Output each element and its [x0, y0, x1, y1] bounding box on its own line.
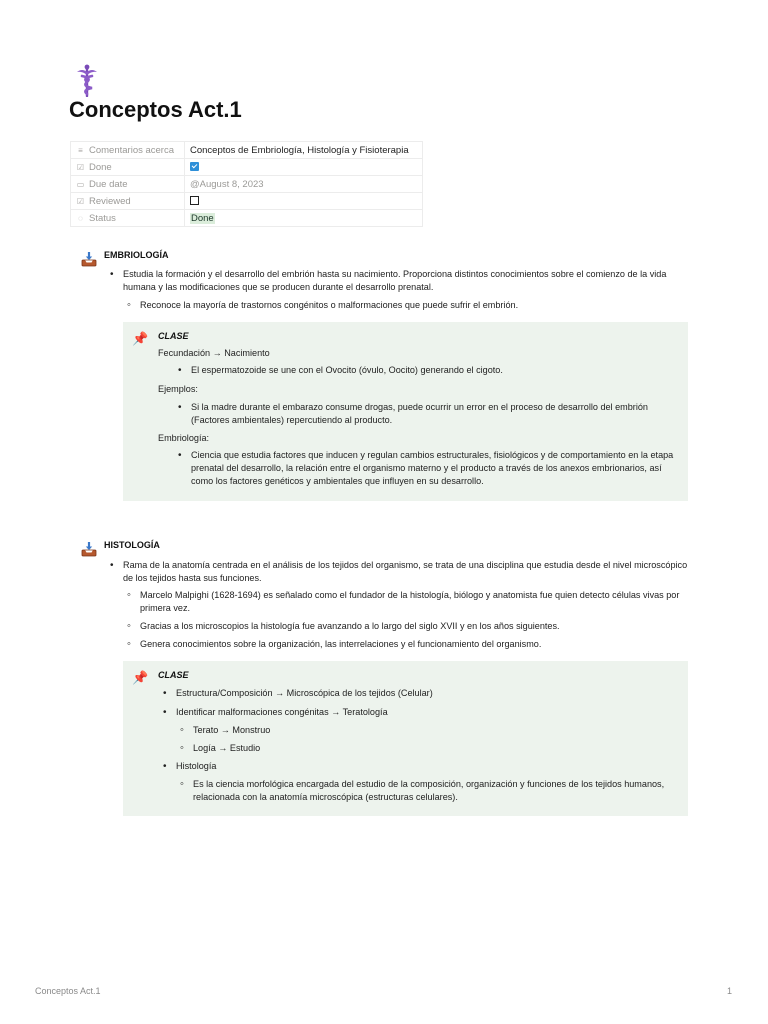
property-row-done[interactable]	[71, 159, 423, 176]
calendar-icon: ▭	[76, 179, 85, 189]
pushpin-icon: 📌	[132, 670, 149, 685]
property-name: Comentarios acerca	[89, 144, 175, 156]
list-item: • Histología	[176, 760, 676, 773]
property-name: Done	[89, 161, 112, 173]
property-name: Status	[89, 212, 116, 224]
callout-title: CLASE	[158, 331, 189, 341]
property-row-comentarios[interactable]	[71, 142, 423, 159]
pushpin-icon: 📌	[132, 331, 149, 346]
list-item: ◦ Gracias a los microscopios la histología fue avanzando a lo largo del siglo XVII y en los años siguientes.	[140, 620, 688, 633]
page-title: Conceptos Act.1	[69, 97, 242, 122]
list-item: ◦ Marcelo Malpighi (1628-1694) es señalado como el fundador de la histología, biólogo y anatomista fue quien detecto células vivas por primera vez.	[140, 589, 688, 615]
list-item: • Identificar malformaciones congénitas → Teratología	[176, 706, 676, 719]
list-item: ◦ Terato → Monstruo	[193, 724, 673, 737]
property-row-due-date[interactable]	[71, 176, 423, 193]
list-item: • El espermatozoide se une con el Ovocito (óvulo, Oocito) generando el cigoto.	[191, 364, 681, 377]
callout-title: CLASE	[158, 670, 189, 680]
done-checkbox[interactable]	[190, 162, 199, 171]
text-lines-icon: ≡	[78, 145, 83, 155]
list-item: • Rama de la anatomía centrada en el análisis de los tejidos del organismo, se trata de una disciplina que estudia desde el nivel microscópico de los tejidos hasta sus funciones.	[123, 559, 688, 585]
status-badge[interactable]: Done	[191, 212, 214, 224]
property-value[interactable]: Conceptos de Embriología, Histología y Fisioterapia	[185, 142, 423, 159]
list-item: ◦ Es la ciencia morfológica encargada del estudio de la composición, organización y funciones de los tejidos humanos, relacionada con la anatomía microscópica (estructuras celulares).	[193, 778, 668, 804]
callout-line: Ejemplos:	[158, 384, 198, 394]
callout-clase-embriologia	[123, 322, 688, 501]
status-icon: ◌	[78, 213, 83, 223]
checkbox-property-icon: ☑	[76, 162, 85, 172]
reviewed-checkbox[interactable]	[190, 196, 199, 205]
property-row-status[interactable]	[71, 210, 423, 227]
property-row-reviewed[interactable]	[71, 193, 423, 210]
list-item: • Ciencia que estudia factores que inducen y regulan cambios estructurales, fisiológicos y de comportamiento en la etapa prenatal del desarrollo, la relación entre el organismo materno y el producto a través de los anexos embrionarios, así como los factores genéticos y ambientales que influyen en su desarrollo.	[191, 449, 681, 488]
due-date-value[interactable]: @August 8, 2023	[190, 178, 264, 190]
caduceus-icon	[72, 63, 102, 97]
list-item: ◦ Genera conocimientos sobre la organización, las interrelaciones y el funcionamiento del organismo.	[140, 638, 688, 651]
property-name: Due date	[89, 178, 128, 190]
list-item: ◦ Reconoce la mayoría de trastornos congénitos o malformaciones que puede sufrir el embrión.	[140, 299, 688, 312]
property-name: Reviewed	[89, 195, 131, 207]
properties-table	[70, 141, 423, 227]
list-item: ◦ Logía → Estudio	[193, 742, 673, 755]
footer-title: Conceptos Act.1	[35, 986, 101, 996]
callout-line: Embriología:	[158, 433, 210, 443]
page-number: 1	[727, 986, 733, 996]
callout-clase-histologia	[123, 661, 688, 816]
checkbox-property-icon: ☑	[76, 196, 85, 206]
section-heading-histologia: HISTOLOGÍA	[80, 540, 160, 558]
inbox-tray-icon	[80, 250, 98, 268]
inbox-tray-icon	[80, 540, 98, 558]
section-heading-embriologia: EMBRIOLOGÍA	[80, 250, 169, 268]
callout-line: Fecundación → Nacimiento	[158, 348, 270, 358]
list-item: • Estudia la formación y el desarrollo del embrión hasta su nacimiento. Proporciona distintos conocimientos sobre el comienzo de la vida humana y las modificaciones que se producen durante el desarrollo prenatal.	[123, 268, 688, 294]
list-item: • Si la madre durante el embarazo consume drogas, puede ocurrir un error en el proceso de desarrollo del embrión (Factores ambientales) repercutiendo al producto.	[191, 401, 681, 427]
list-item: • Estructura/Composición → Microscópica de los tejidos (Celular)	[176, 687, 676, 700]
